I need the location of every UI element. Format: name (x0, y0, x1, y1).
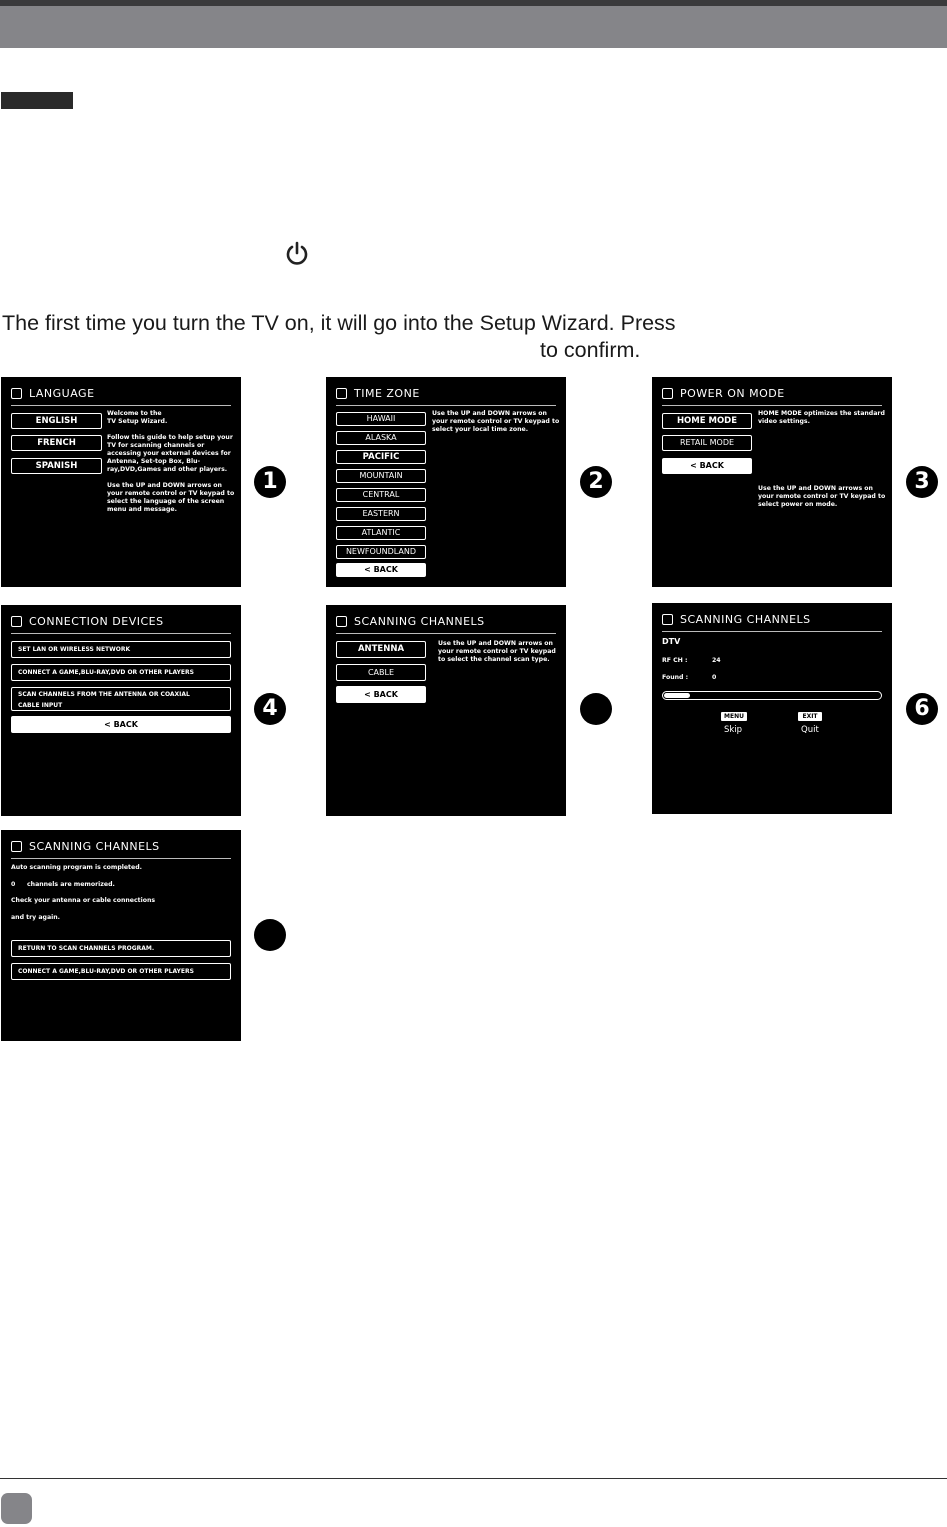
scan-complete-message: Auto scanning program is completed. (11, 864, 142, 871)
language-option-spanish[interactable]: SPANISH (11, 458, 102, 474)
chevron-left-icon: < (690, 461, 700, 470)
checkbox-icon (11, 616, 22, 627)
antenna-option[interactable]: ANTENNA (336, 641, 426, 658)
language-option-french[interactable]: FRENCH (11, 435, 102, 451)
menu-key-icon: MENU (721, 712, 747, 721)
checkbox-icon (336, 388, 347, 399)
scan-progress-bar (662, 691, 882, 700)
step-number-3: 3 (906, 466, 938, 498)
step-number-6: 6 (906, 693, 938, 725)
scan-type-screen (326, 605, 566, 816)
back-label: BACK (373, 565, 398, 574)
checkbox-icon (336, 616, 347, 627)
screen-title (662, 613, 811, 626)
retail-mode-option[interactable]: RETAIL MODE (662, 435, 752, 451)
skip-action[interactable]: Skip (724, 725, 743, 735)
divider (662, 631, 882, 632)
back-button[interactable] (336, 686, 426, 703)
back-label: BACK (373, 690, 398, 699)
cable-option[interactable]: CABLE (336, 664, 426, 681)
scan-type-instructions: Use the UP and DOWN arrows on your remote control or TV keypad to select the channel scan type. (438, 640, 556, 663)
connect-players-option[interactable]: CONNECT A GAME,BLU-RAY,DVD OR OTHER PLAYERS (11, 963, 231, 980)
timezone-option-mountain[interactable]: MOUNTAIN (336, 469, 426, 483)
language-title: LANGUAGE (29, 387, 95, 400)
scan-channels-line1: SCAN CHANNELS FROM THE ANTENNA OR COAXIAL (18, 691, 190, 698)
check-connections-text: Check your antenna or cable connections (11, 897, 156, 904)
language-screen (1, 377, 241, 587)
home-mode-option[interactable]: HOME MODE (662, 413, 752, 429)
timezone-option-hawaii[interactable]: HAWAII (336, 412, 426, 426)
found-label: Found : (662, 674, 689, 681)
section-tag (1, 92, 73, 109)
channel-count: 0 (11, 881, 16, 888)
scan-progress-title: SCANNING CHANNELS (680, 613, 811, 626)
rf-channel-value: 24 (712, 657, 721, 664)
home-mode-description: HOME MODE optimizes the standard video settings. (758, 410, 885, 425)
try-again-text: and try again. (11, 914, 61, 921)
timezone-option-eastern[interactable]: EASTERN (336, 507, 426, 521)
scan-progress-screen (652, 603, 892, 814)
divider (11, 858, 231, 859)
screen-title (336, 615, 485, 628)
divider (336, 633, 556, 634)
timezone-option-central[interactable]: CENTRAL (336, 488, 426, 502)
scan-channels-line2: CABLE INPUT (18, 702, 63, 709)
back-button[interactable] (11, 716, 231, 733)
language-option-english[interactable]: ENGLISH (11, 413, 102, 429)
connection-devices-screen (1, 605, 241, 816)
checkbox-icon (11, 388, 22, 399)
step-number-1: 1 (254, 466, 286, 498)
intro-text-line1: The first time you turn the TV on, it will go into the Setup Wizard. Press (2, 311, 676, 335)
checkbox-icon (11, 841, 22, 852)
section-header-band (0, 6, 947, 48)
scan-complete-screen (1, 830, 241, 1041)
divider (11, 633, 231, 634)
scan-complete-title: SCANNING CHANNELS (29, 840, 160, 853)
step-number-7 (254, 919, 286, 951)
scan-progress-fill (664, 693, 690, 698)
quit-action[interactable]: Quit (801, 725, 819, 735)
timezone-option-alaska[interactable]: ALASKA (336, 431, 426, 445)
checkbox-icon (662, 614, 673, 625)
return-to-scan-option[interactable]: RETURN TO SCAN CHANNELS PROGRAM. (11, 940, 231, 957)
divider (662, 405, 882, 406)
screen-title (336, 387, 420, 400)
screen-title (11, 615, 164, 628)
intro-text-line2: to confirm. (540, 338, 641, 362)
scan-channels-option[interactable] (11, 687, 231, 711)
connect-players-option[interactable]: CONNECT A GAME,BLU-RAY,DVD OR OTHER PLAYERS (11, 664, 231, 681)
found-value: 0 (712, 674, 717, 681)
divider (11, 405, 231, 406)
timezone-screen (326, 377, 566, 587)
back-label: BACK (699, 461, 724, 470)
back-button[interactable] (662, 458, 752, 474)
set-network-option[interactable]: SET LAN OR WIRELESS NETWORK (11, 641, 231, 658)
step-number-4: 4 (254, 693, 286, 725)
divider (336, 405, 556, 406)
step-number-5 (580, 693, 612, 725)
step-number-2: 2 (580, 466, 612, 498)
screen-title (662, 387, 785, 400)
connection-title: CONNECTION DEVICES (29, 615, 164, 628)
timezone-option-pacific[interactable]: PACIFIC (336, 450, 426, 464)
dtv-label: DTV (662, 637, 681, 646)
timezone-option-atlantic[interactable]: ATLANTIC (336, 526, 426, 540)
footer-divider (0, 1478, 947, 1479)
power-mode-instructions: Use the UP and DOWN arrows on your remote control or TV keypad to select power on mode. (758, 485, 886, 508)
screen-title (11, 387, 95, 400)
wizard-name: TV Setup Wizard. (107, 418, 168, 425)
language-description: Follow this guide to help setup your TV for scanning channels or accessing your external devices for Antenna, Set-top Box, Blu-ray,DVD,Games and other players. (107, 434, 233, 473)
timezone-instructions: Use the UP and DOWN arrows on your remote control or TV keypad to select your local time zone. (432, 410, 560, 433)
power-mode-screen (652, 377, 892, 587)
scan-type-title: SCANNING CHANNELS (354, 615, 485, 628)
channels-memorized-text: channels are memorized. (27, 881, 115, 888)
chevron-left-icon: < (104, 720, 114, 729)
checkbox-icon (662, 388, 673, 399)
page-number-badge (1, 1493, 32, 1524)
back-button[interactable] (336, 563, 426, 577)
chevron-left-icon: < (364, 690, 374, 699)
power-icon (284, 241, 310, 267)
language-instructions: Use the UP and DOWN arrows on your remote control or TV keypad to select the language of the screen menu and message. (107, 482, 235, 513)
rf-channel-label: RF CH : (662, 657, 688, 664)
timezone-title: TIME ZONE (354, 387, 420, 400)
power-mode-title: POWER ON MODE (680, 387, 785, 400)
exit-key-icon: EXIT (798, 712, 822, 721)
screen-title (11, 840, 160, 853)
timezone-option-newfoundland[interactable]: NEWFOUNDLAND (336, 545, 426, 559)
welcome-text: Welcome to the (107, 410, 162, 417)
chevron-left-icon: < (364, 565, 374, 574)
back-label: BACK (113, 720, 138, 729)
